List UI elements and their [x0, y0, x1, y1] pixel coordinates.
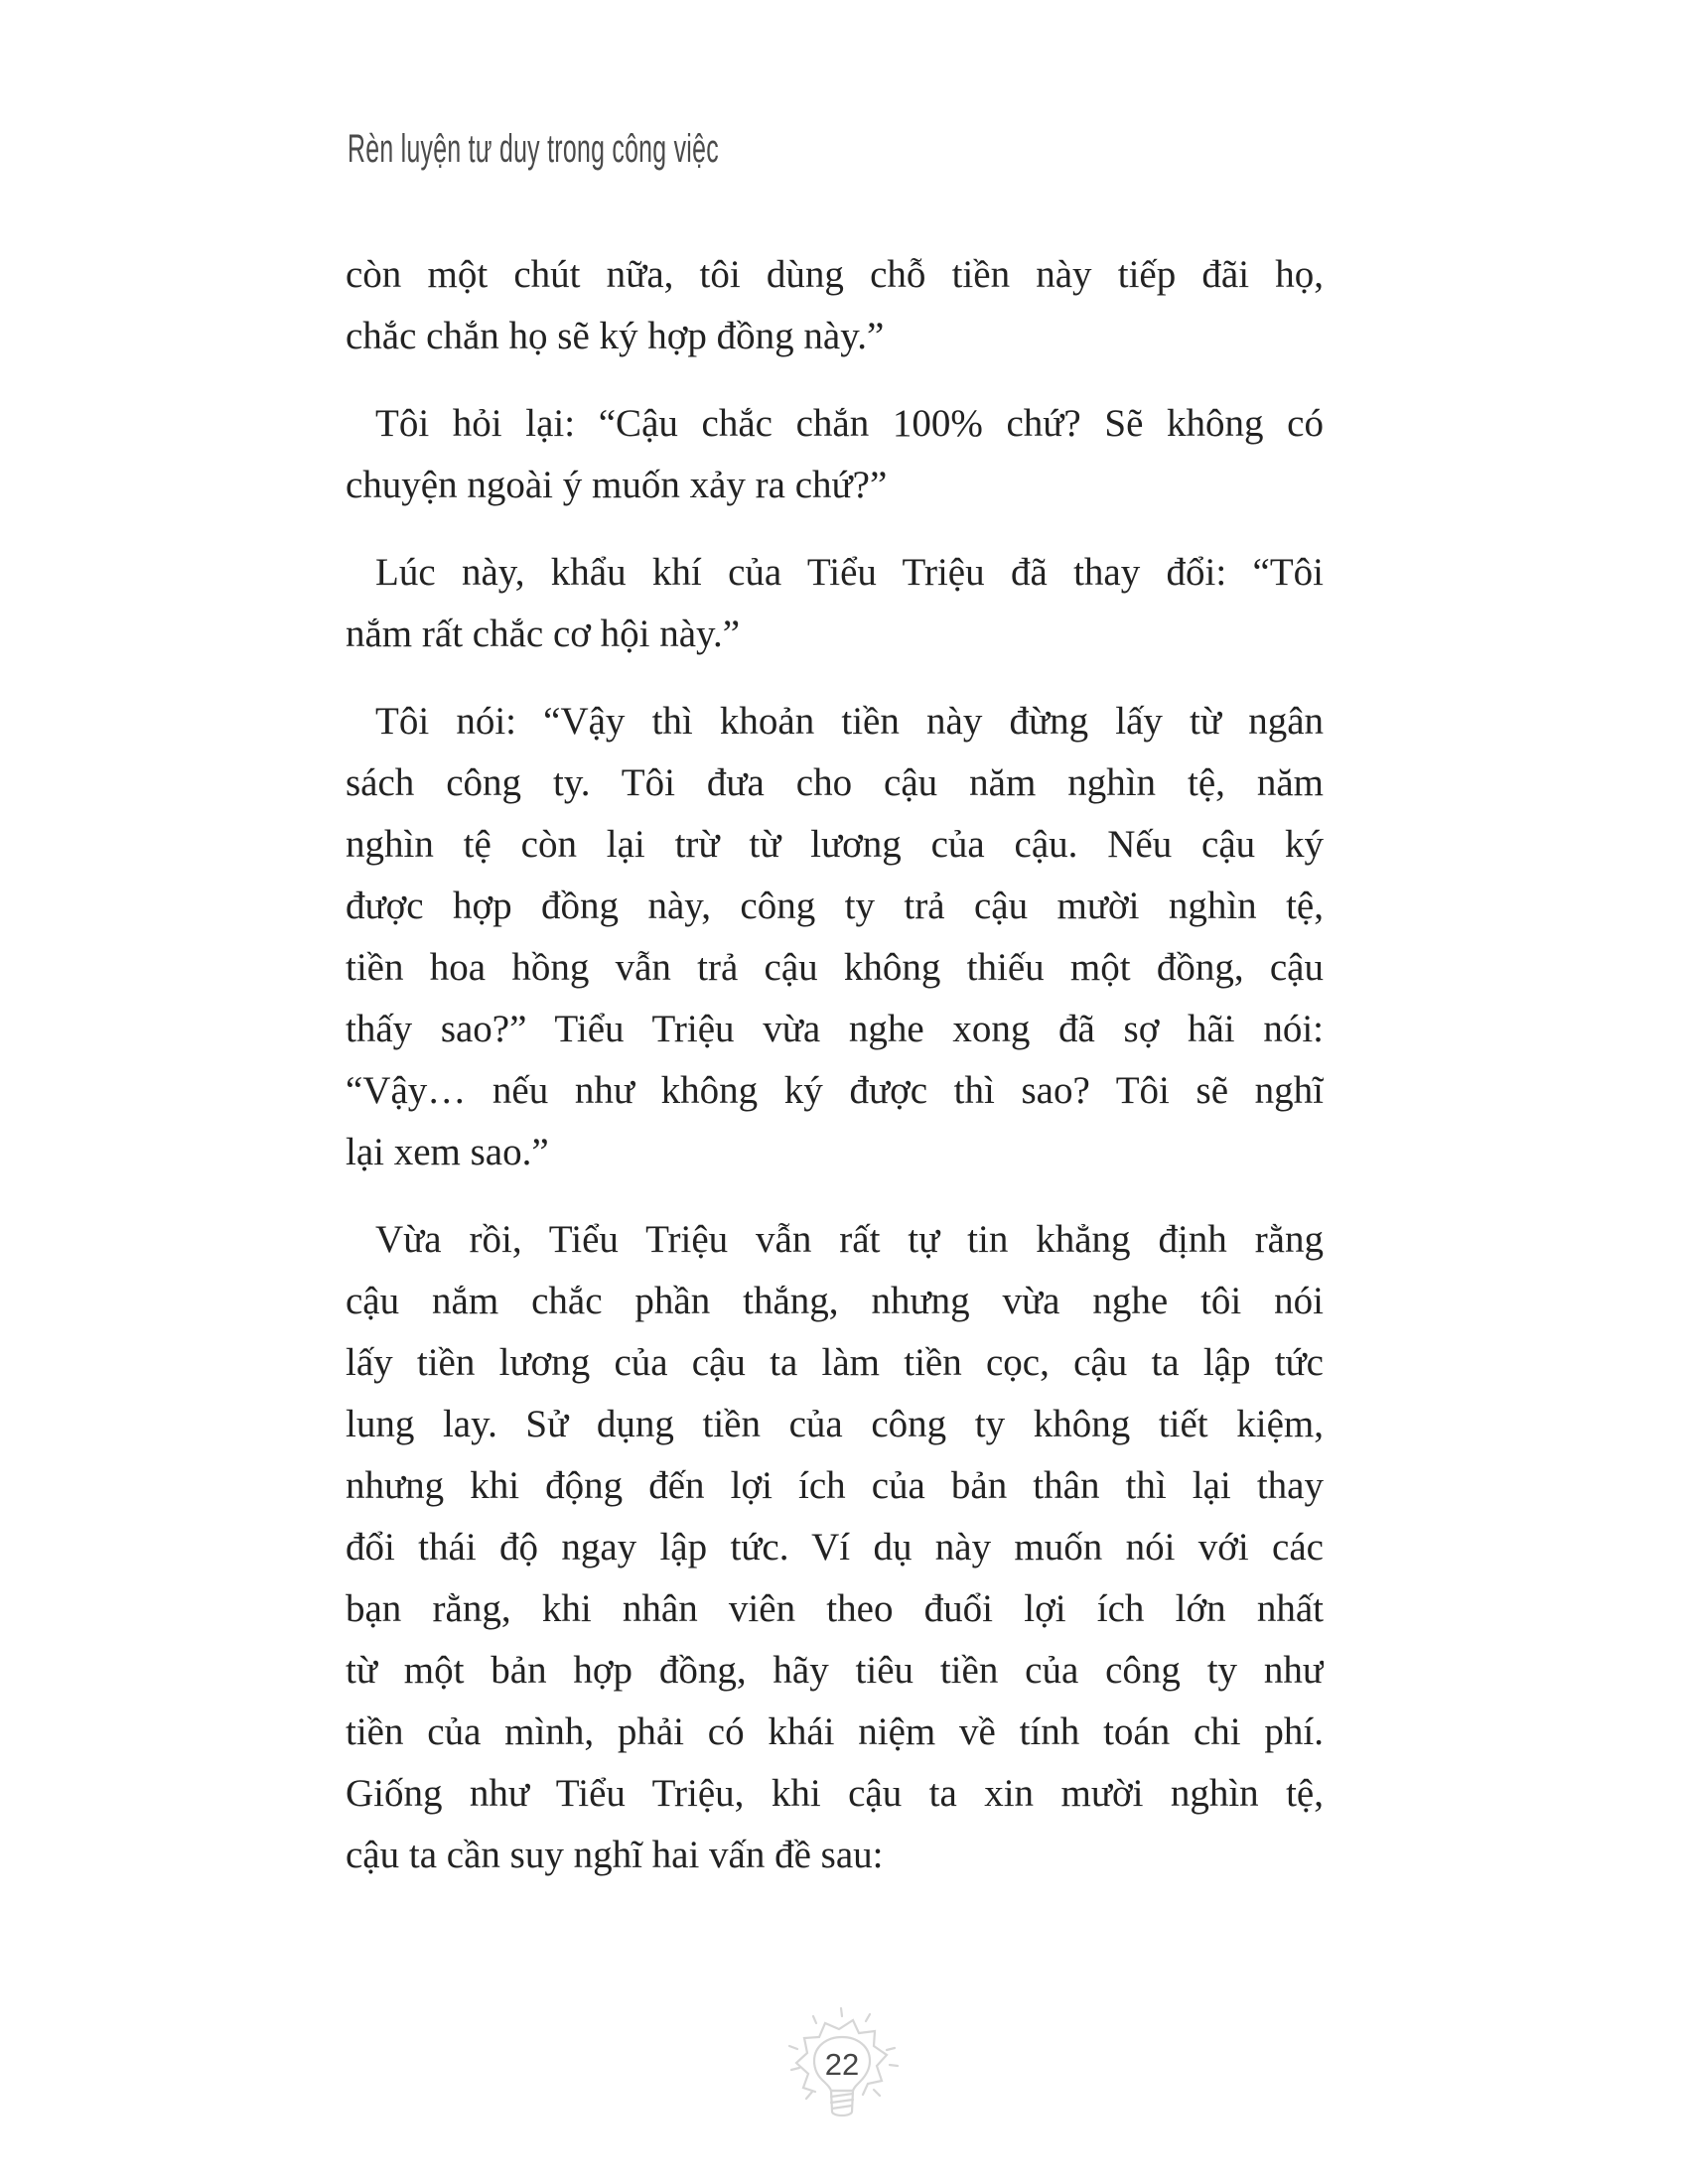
text-line: lấy tiền lương của cậu ta làm tiền cọc, cậu ta lập tức: [346, 1341, 1324, 1384]
text-line: Giống như Tiểu Triệu, khi cậu ta xin mười nghìn tệ,: [346, 1772, 1324, 1815]
text-line: chắc chắn họ sẽ ký hợp đồng này.”: [346, 315, 885, 357]
text-line: chuyện ngoài ý muốn xảy ra chứ?”: [346, 464, 888, 506]
text-line: bạn rằng, khi nhân viên theo đuổi lợi ích lớn nhất: [346, 1587, 1324, 1630]
paragraph: [346, 1209, 1324, 1886]
text-line: lại xem sao.”: [346, 1131, 549, 1173]
text-line: tiền hoa hồng vẫn trả cậu không thiếu một đồng, cậu: [346, 946, 1324, 989]
lightbulb-ray: [806, 2092, 812, 2099]
text-line: từ một bản hợp đồng, hãy tiêu tiền của công ty như: [346, 1649, 1324, 1692]
text-line: cậu nắm chắc phần thắng, nhưng vừa nghe tôi nói: [346, 1280, 1324, 1322]
lightbulb-ray: [866, 2014, 870, 2021]
text-line: cậu ta cần suy nghĩ hai vấn đề sau:: [346, 1834, 884, 1876]
text-line: thấy sao?” Tiểu Triệu vừa nghe xong đã sợ hãi nói:: [346, 1008, 1324, 1050]
paragraph: [346, 244, 1324, 367]
text-line: nghìn tệ còn lại trừ từ lương của cậu. Nếu cậu ký: [346, 823, 1324, 866]
body-text-block: [346, 244, 1324, 1886]
text-line: Vừa rồi, Tiểu Triệu vẫn rất tự tin khẳng định rằng: [375, 1218, 1324, 1261]
text-line: Lúc này, khẩu khí của Tiểu Triệu đã thay đổi: “Tôi: [375, 551, 1324, 594]
text-line: tiền của mình, phải có khái niệm về tính toán chi phí.: [346, 1710, 1324, 1753]
text-line: được hợp đồng này, công ty trả cậu mười nghìn tệ,: [346, 885, 1324, 927]
paragraph: [346, 691, 1324, 1183]
lightbulb-ray: [874, 2090, 880, 2096]
lightbulb-screw-thread: [831, 2100, 853, 2103]
paragraph: [346, 393, 1324, 516]
lightbulb-screw-thread: [832, 2106, 852, 2109]
text-line: nhưng khi động đến lợi ích của bản thân thì lại thay: [346, 1464, 1324, 1507]
lightbulb-ray: [813, 2016, 816, 2023]
running-header: Rèn luyện tư duy trong công việc: [348, 127, 719, 171]
page-footer: [777, 2000, 907, 2149]
text-line: còn một chút nữa, tôi dùng chỗ tiền này tiếp đãi họ,: [346, 253, 1324, 296]
text-line: sách công ty. Tôi đưa cho cậu năm nghìn tệ, năm: [346, 761, 1324, 804]
text-line: Tôi nói: “Vậy thì khoản tiền này đừng lấy từ ngân: [375, 700, 1324, 743]
text-line: “Vậy… nếu như không ký được thì sao? Tôi sẽ nghĩ: [346, 1069, 1324, 1112]
paragraph: [346, 542, 1324, 665]
lightbulb-screw-thread: [831, 2094, 853, 2097]
text-line: nắm rất chắc cơ hội này.”: [346, 613, 741, 655]
text-line: đổi thái độ ngay lập tức. Ví dụ này muốn nói với các: [346, 1526, 1324, 1569]
text-line: Tôi hỏi lại: “Cậu chắc chắn 100% chứ? Sẽ không có: [375, 402, 1324, 445]
lightbulb-ray: [841, 2008, 842, 2016]
page-number: 22: [824, 2047, 860, 2082]
text-line: lung lay. Sử dụng tiền của công ty không tiết kiệm,: [346, 1403, 1324, 1445]
